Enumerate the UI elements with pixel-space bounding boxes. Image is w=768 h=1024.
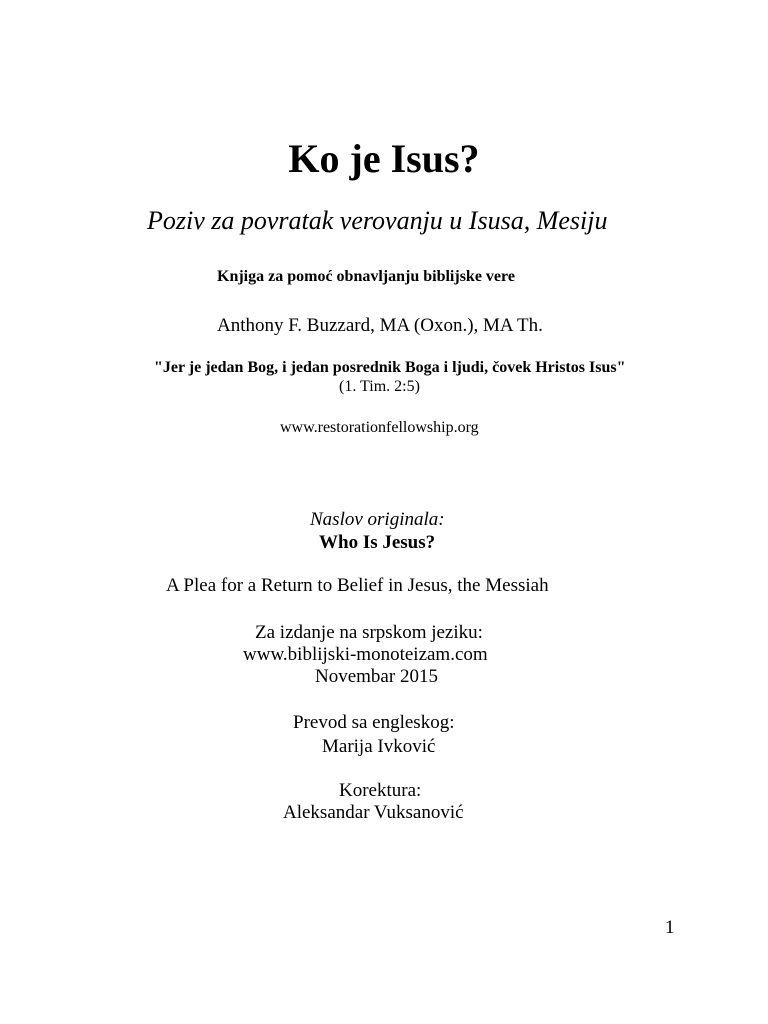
original-title: Who Is Jesus? [319, 532, 436, 553]
page-subtitle: Poziv za povratak verovanju u Isusa, Mesiju [147, 206, 608, 235]
edition-website: www.biblijski-monoteizam.com [243, 644, 488, 665]
scripture-reference: (1. Tim. 2:5) [339, 378, 420, 395]
scripture-quote: "Jer je jedan Bog, i jedan posrednik Boga i ljudi, čovek Hristos Isus" [154, 359, 626, 376]
original-subtitle: A Plea for a Return to Belief in Jesus, the Messiah [166, 575, 549, 596]
proofreading-label: Korektura: [339, 780, 422, 801]
proofreader-name: Aleksandar Vuksanović [283, 802, 464, 823]
translator-name: Marija Ivković [322, 736, 436, 757]
book-tagline: Knjiga za pomoć obnavljanju biblijske vere [217, 268, 515, 285]
edition-date: Novembar 2015 [315, 666, 438, 687]
page-title: Ko je Isus? [288, 136, 480, 181]
author-name: Anthony F. Buzzard, MA (Oxon.), MA Th. [217, 315, 543, 336]
original-title-label: Naslov originala: [310, 509, 445, 530]
edition-label: Za izdanje na srpskom jeziku: [255, 622, 483, 643]
translation-label: Prevod sa engleskog: [293, 712, 455, 733]
author-website: www.restorationfellowship.org [280, 419, 479, 436]
page-number: 1 [665, 917, 675, 938]
